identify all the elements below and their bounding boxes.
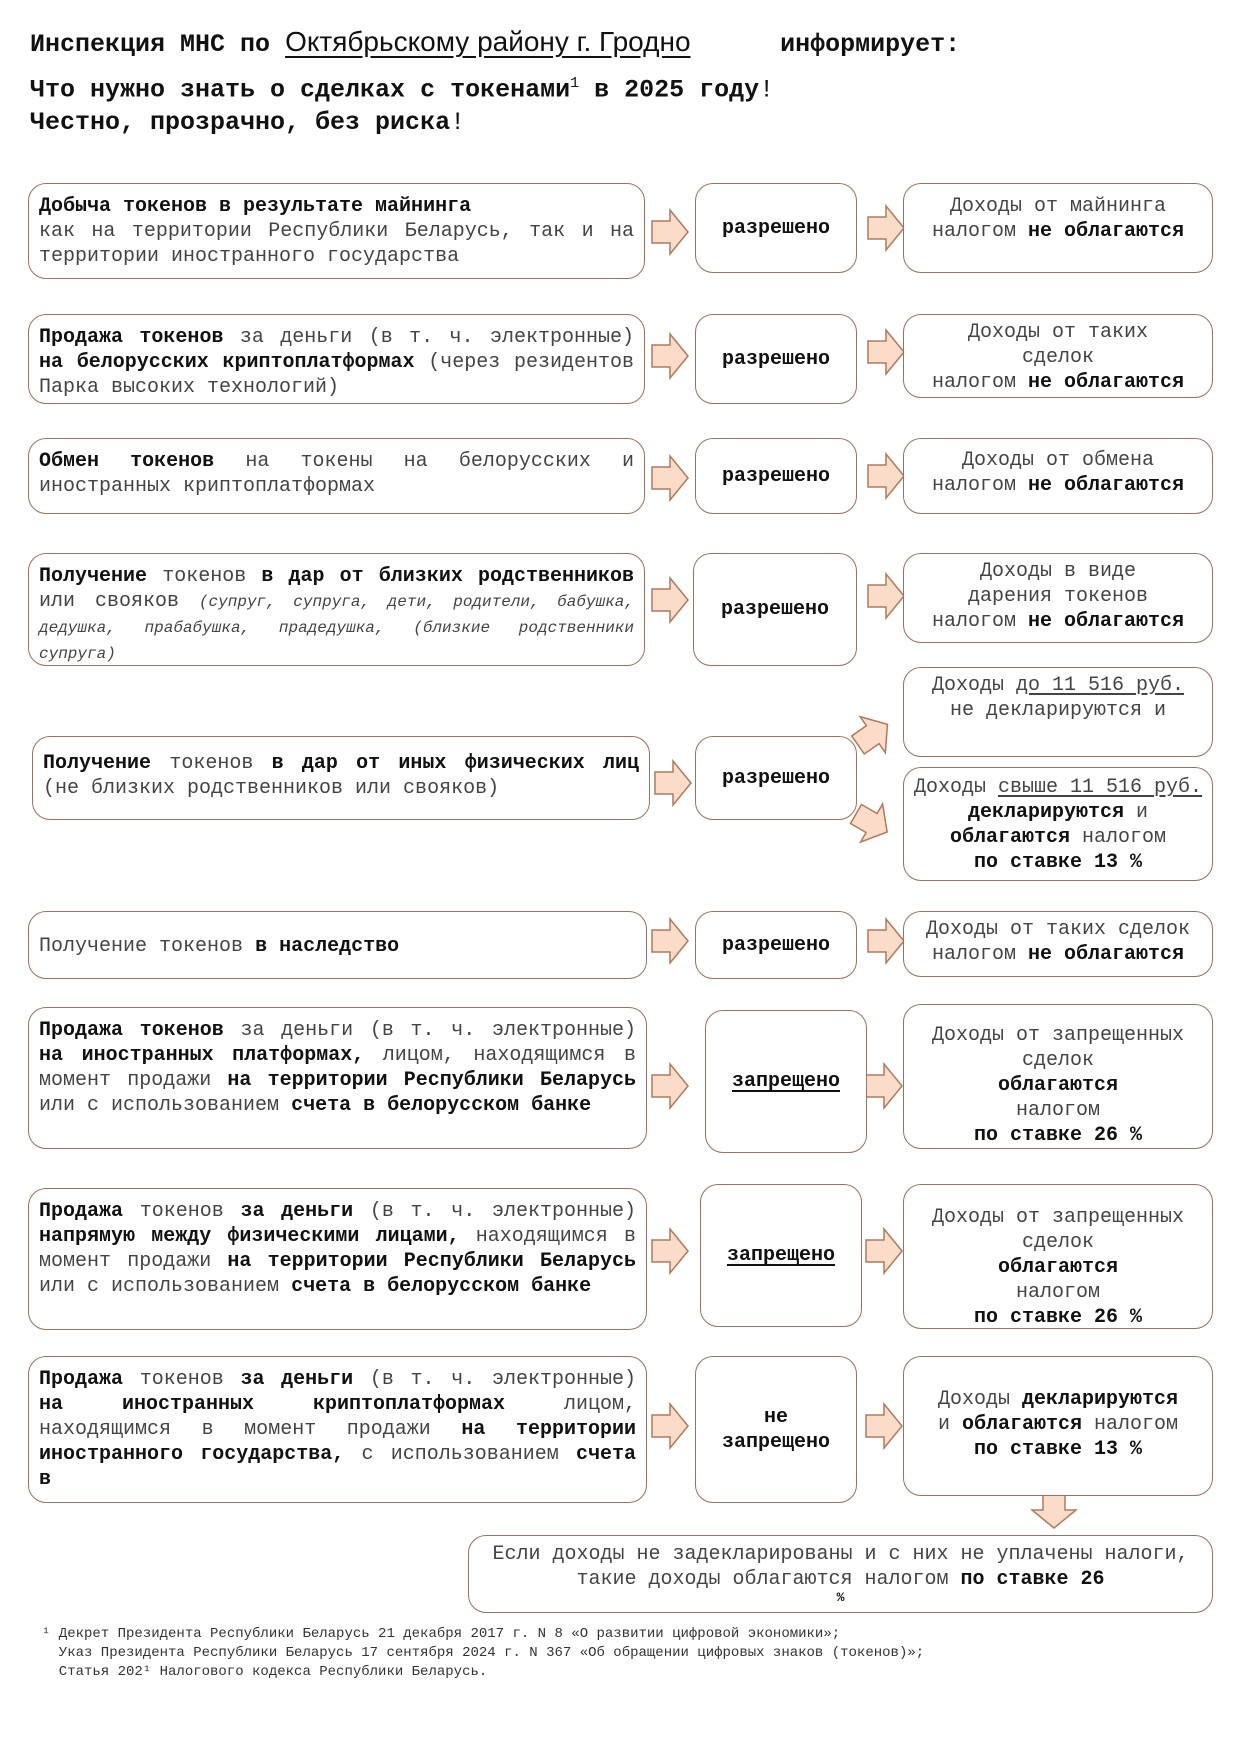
row-9-result-tax: налогом (1094, 1413, 1179, 1436)
row-2-condition (28, 314, 645, 404)
row-6-status-label: разрешено (721, 933, 831, 957)
row-7-result (903, 1004, 1213, 1149)
row-5-condition-bold: Получение (43, 752, 152, 775)
row-6-condition-bold: в наследство (255, 934, 400, 958)
row-1-status (695, 183, 857, 273)
header-line-1 (30, 26, 960, 59)
right-arrow-icon (652, 578, 688, 622)
penalty-percent: % (836, 1590, 845, 1605)
row-5b-result-limit: свыше 11 516 руб. (997, 776, 1203, 799)
row-4-result-text: Доходы в виде дарения токенов (967, 560, 1149, 608)
row-4-condition-bold2: в дар от близких родственников (261, 565, 634, 588)
row-5-status-label: разрешено (721, 766, 831, 790)
penalty-rate: по ставке 26 (960, 1568, 1105, 1591)
row-6-result-text: Доходы от таких сделок (925, 918, 1191, 941)
row-3-result-text: Доходы от обмена (961, 449, 1155, 472)
header-title-year: в 2025 году (594, 75, 760, 105)
row-9-condition-text: токенов (139, 1368, 224, 1391)
row-5-condition (32, 736, 650, 820)
row-9-result-and: и (937, 1413, 950, 1436)
row-4-result (903, 553, 1213, 643)
row-5a-result-text: Доходы (931, 674, 1004, 697)
row-9-result-rate: по ставке 13 % (973, 1438, 1143, 1461)
row-7-condition-text: за деньги (в т. ч. электронные) (240, 1019, 636, 1042)
row-9-condition-bold3: на иностранных криптоплатформах (39, 1393, 505, 1416)
row-7-result-text: Доходы от запрещенных сделок (931, 1024, 1185, 1072)
row-9-result-declared: декларируются (1022, 1388, 1179, 1411)
footnotes (42, 1625, 924, 1682)
row-7-condition-bold4: счета в белорусском банке (291, 1094, 592, 1117)
right-arrow-icon (652, 334, 688, 378)
footnote-edict: Указ Президента Республики Беларусь 17 сентября 2024 г. N 367 «Об обращении цифровых знаков (токенов)»; (42, 1645, 925, 1661)
row-4-status (693, 553, 857, 666)
row-7-condition (28, 1007, 647, 1149)
row-5a-result-limit: до 11 516 руб. (1016, 674, 1185, 697)
row-8-condition-text2: (в т. ч. электронные) (369, 1200, 636, 1223)
header-title-exclam: ! (759, 75, 775, 105)
row-7-result-bold: облагаются (997, 1074, 1119, 1097)
row-4-result-bold: не облагаются (1028, 610, 1185, 633)
row-9-status-not: не (763, 1405, 788, 1429)
row-1-result-text: Доходы от майнинга (949, 195, 1167, 218)
row-6-result (903, 911, 1213, 977)
row-9-condition (28, 1356, 647, 1503)
row-5-result-under-limit (903, 667, 1213, 757)
row-3-result-bold: не облагаются (1028, 474, 1185, 497)
row-7-condition-bold: Продажа токенов (39, 1019, 224, 1042)
row-5-condition-bold2: в дар от иных физических лиц (271, 752, 639, 775)
header-line-2 (30, 75, 774, 104)
row-7-result-text2: налогом (1015, 1099, 1100, 1122)
row-7-result-rate: по ставке 26 % (973, 1124, 1143, 1147)
row-4-condition-text: токенов (162, 565, 247, 588)
penalty-text: Если доходы не задекларированы и с них не уплачены налоги, такие доходы облагаются налогом (492, 1543, 1189, 1591)
row-4-condition (28, 553, 645, 666)
row-5b-result-taxed: облагаются (949, 826, 1070, 849)
row-8-condition-bold2: за деньги (240, 1200, 354, 1223)
row-8-result-rate: по ставке 26 % (973, 1306, 1143, 1329)
row-8-condition-text: токенов (139, 1200, 224, 1223)
row-9-condition-bold2: за деньги (240, 1368, 354, 1391)
right-arrow-icon (655, 761, 691, 805)
right-arrow-icon (652, 1229, 688, 1273)
right-arrow-icon (652, 456, 688, 500)
row-9-status (695, 1356, 857, 1503)
down-arrow-icon (1032, 1492, 1076, 1528)
row-4-status-label: разрешено (720, 598, 830, 621)
row-6-result-text2: налогом (931, 943, 1016, 966)
row-4-result-text2: налогом (931, 610, 1016, 633)
row-5-result-over-limit (903, 767, 1213, 881)
header-title-main: Что нужно знать о сделках с токенами (30, 75, 571, 105)
header-slogan: Честно, прозрачно, без риска (30, 108, 451, 137)
row-3-result-text2: налогом (931, 474, 1016, 497)
row-1-result-text2: налогом (931, 220, 1016, 243)
row-8-status (700, 1184, 862, 1327)
row-4-condition-bold: Получение (39, 565, 148, 588)
row-2-result-bold: не облагаются (1028, 371, 1185, 394)
row-8-condition-text3: находящимся в момент продажи (39, 1225, 636, 1273)
row-2-status-label: разрешено (721, 347, 831, 371)
row-5b-result-declared: декларируются (967, 801, 1124, 824)
row-9-condition-bold: Продажа (39, 1368, 124, 1391)
row-5b-result-rate: по ставке 13 % (973, 851, 1143, 874)
right-arrow-icon (868, 919, 904, 963)
row-1-result (903, 183, 1213, 273)
row-8-condition (28, 1188, 647, 1330)
penalty-note (468, 1535, 1213, 1613)
row-2-status (695, 314, 857, 404)
right-arrow-icon (868, 330, 904, 374)
right-arrow-icon (652, 1404, 688, 1448)
row-2-result-text2: налогом (931, 371, 1016, 394)
row-5-condition-text: токенов (169, 752, 254, 775)
row-9-condition-text3: лицом, находящимся в момент продажи (39, 1393, 636, 1441)
row-4-condition-text2: или свояков (39, 590, 179, 613)
row-6-result-bold: не облагаются (1028, 943, 1185, 966)
row-9-result (903, 1356, 1213, 1496)
row-5-status (695, 736, 857, 820)
row-9-condition-text4: с использованием (361, 1443, 559, 1466)
row-7-condition-bold3: на территории Республики Беларусь (227, 1069, 636, 1092)
footnote-mark: 1 (570, 75, 580, 92)
row-5b-result-text: Доходы (913, 776, 986, 799)
row-2-condition-text2: (через резидентов Парка высоких технологий) (39, 351, 634, 399)
right-arrow-icon (652, 210, 688, 254)
row-1-condition-bold: Добыча токенов в результате майнинга (39, 195, 472, 218)
row-3-condition-bold: Обмен токенов (39, 450, 215, 473)
row-8-status-label: запрещено (726, 1244, 836, 1267)
row-3-status (695, 438, 857, 514)
row-8-result-text2: налогом (1015, 1281, 1100, 1304)
header-suffix: информирует: (780, 30, 961, 59)
row-5-condition-text2: (не близких родственников или свояков) (43, 777, 500, 800)
right-arrow-icon (868, 206, 904, 250)
row-9-result-text: Доходы (937, 1388, 1010, 1411)
row-5b-result-and: и (1136, 801, 1149, 824)
row-8-condition-bold4: на территории Республики Беларусь (227, 1250, 636, 1273)
row-7-condition-bold2: на иностранных платформах, (39, 1044, 365, 1067)
row-6-condition-text: Получение токенов (39, 934, 244, 958)
row-5a-result-text2: не декларируются и (949, 699, 1167, 722)
row-8-condition-text4: или с использованием (39, 1275, 280, 1298)
row-2-condition-bold2: на белорусских криптоплатформах (39, 351, 415, 374)
row-4-condition-relatives: (супруг, супруга, дети, родители, бабушка, дедушка, прабабушка, прадедушка, (близкие родственники супруга) (39, 593, 634, 663)
row-8-condition-bold5: счета в белорусском банке (291, 1275, 592, 1298)
row-1-result-bold: не облагаются (1028, 220, 1185, 243)
right-arrow-icon (868, 454, 904, 498)
row-2-condition-text: за деньги (в т. ч. электронные) (239, 326, 635, 349)
row-8-result-text: Доходы от запрещенных сделок (931, 1206, 1185, 1254)
row-8-condition-bold: Продажа (39, 1200, 124, 1223)
row-9-result-taxed: облагаются (961, 1413, 1083, 1436)
row-7-condition-text2: лицом, находящимся в момент продажи (39, 1044, 636, 1092)
right-arrow-icon (866, 1404, 902, 1448)
row-6-status (695, 911, 857, 979)
row-1-condition-text: как на территории Республики Беларусь, так и на территории иностранного государства (39, 220, 634, 268)
row-9-condition-bold5: счета в (39, 1443, 636, 1491)
row-9-condition-text2: (в т. ч. электронные) (369, 1368, 636, 1391)
right-arrow-icon (652, 1064, 688, 1108)
row-1-condition (28, 183, 645, 279)
row-1-status-label: разрешено (721, 216, 831, 240)
row-7-condition-text3: или с использованием (39, 1094, 280, 1117)
row-8-result (903, 1184, 1213, 1329)
row-2-condition-bold: Продажа токенов (39, 326, 224, 349)
row-7-status-label: запрещено (731, 1070, 841, 1093)
header-line-3 (30, 108, 465, 137)
row-6-condition (28, 911, 647, 979)
row-3-result (903, 438, 1213, 514)
right-arrow-icon (866, 1229, 902, 1273)
row-2-result (903, 314, 1213, 398)
footnote-tax-code: Статья 202¹ Налогового кодекса Республики Беларусь. (42, 1664, 488, 1680)
row-2-result-text: Доходы от таких сделок (967, 321, 1149, 369)
header-prefix: Инспекция МНС по (30, 30, 271, 59)
row-9-condition-bold4: на территории иностранного государства, (39, 1418, 636, 1466)
right-arrow-icon (866, 1064, 902, 1108)
row-8-result-bold: облагаются (997, 1256, 1119, 1279)
row-3-condition-text: на токены на белорусских и иностранных криптоплатформах (39, 450, 634, 498)
row-7-status (705, 1010, 867, 1153)
right-arrow-icon (868, 574, 904, 618)
row-8-condition-bold3: напрямую между физическими лицами, (39, 1225, 460, 1248)
row-9-status-label: запрещено (721, 1430, 831, 1454)
district-name: Октябрьскому району г. Гродно (285, 26, 691, 57)
row-3-condition (28, 438, 645, 514)
footnote-decree: ¹ Декрет Президента Республики Беларусь 21 декабря 2017 г. N 8 «О развитии цифровой экономики»; (42, 1626, 841, 1642)
header-slogan-exclam: ! (450, 108, 466, 137)
row-3-status-label: разрешено (721, 464, 831, 488)
right-arrow-icon (652, 919, 688, 963)
row-5b-result-tax: налогом (1082, 826, 1167, 849)
